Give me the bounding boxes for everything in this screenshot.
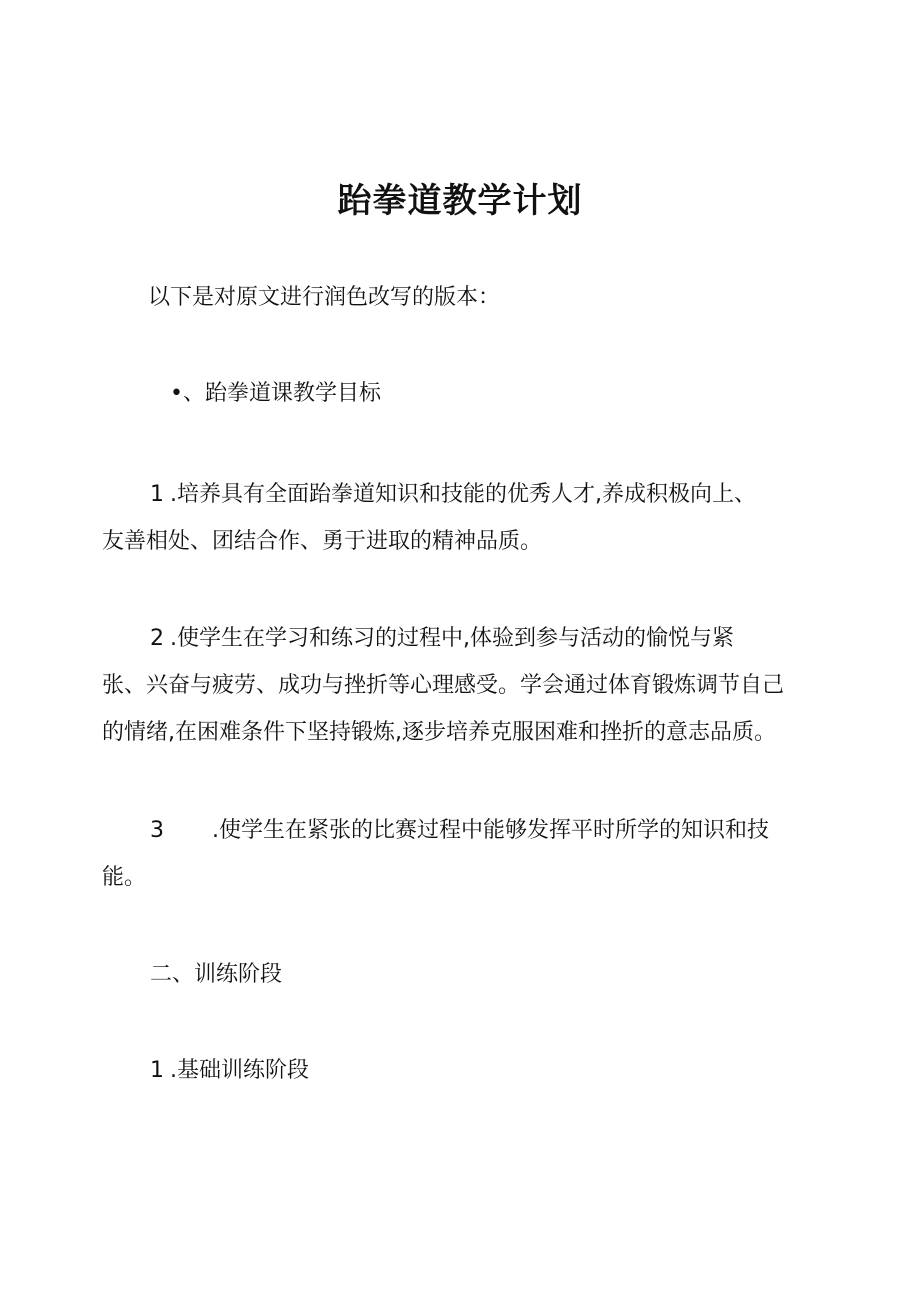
item-number: 2 [150, 626, 164, 651]
goal-item-2-line-3: 的情绪,在困难条件下坚持锻炼,逐步培养克服困难和挫折的意志品质。 [102, 720, 776, 745]
item-number: 3 [150, 818, 164, 843]
item-number: 1 [150, 482, 164, 507]
item-number: 1 [150, 1058, 164, 1083]
document-title: 跆拳道教学计划 [337, 181, 583, 221]
item-text: .使学生在学习和练习的过程中,体验到参与活动的愉悦与紧 [170, 626, 734, 651]
section-marker: •、 [170, 381, 205, 406]
training-item-1 [150, 1056, 309, 1086]
item-text: .培养具有全面跆拳道知识和技能的优秀人才,养成积极向上、 [170, 482, 756, 507]
section-heading-training: 二、训练阶段 [150, 962, 283, 987]
item-text: .基础训练阶段 [170, 1058, 309, 1083]
section-heading-goals [170, 379, 381, 409]
goal-item-1-line-1 [150, 480, 756, 510]
section-heading-text: 跆拳道课教学目标 [204, 381, 381, 406]
item-text: .使学生在紧张的比赛过程中能够发挥平时所学的知识和技 [212, 818, 769, 843]
goal-item-3-line-2: 能。 [102, 865, 147, 890]
goal-item-1-line-2: 友善相处、团结合作、勇于进取的精神品质。 [102, 529, 543, 554]
goal-item-2-line-2: 张、兴奋与疲劳、成功与挫折等心理感受。学会通过体育锻炼调节自己 [102, 673, 785, 698]
goal-item-3-line-1 [150, 816, 769, 846]
goal-item-2-line-1 [150, 624, 734, 654]
intro-text: 以下是对原文进行润色改写的版本： [148, 285, 501, 310]
